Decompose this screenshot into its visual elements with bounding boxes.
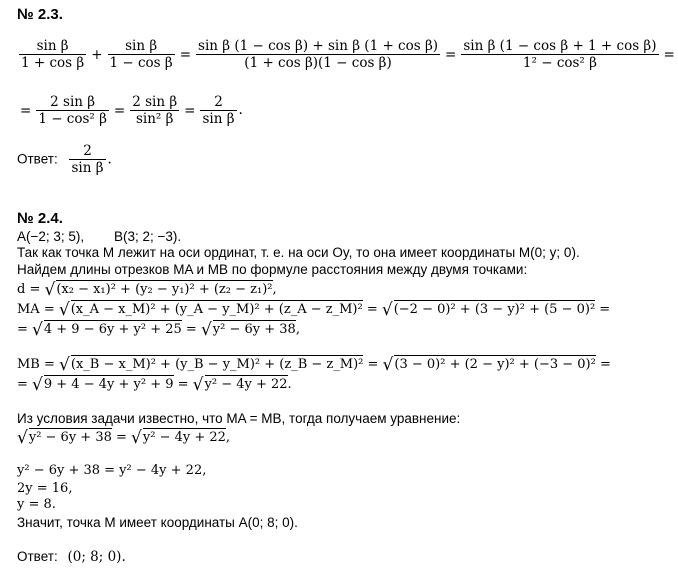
equation-roots: √y² − 6y + 38 = √y² − 4y + 22, xyxy=(17,428,231,448)
fraction: $\frac{\text{2 sin β}}{\text{1 − cos² β}}$ xyxy=(38,94,107,127)
fraction: $\frac{\text{sin β (1 − cos β) + sin β (1 + cos β)}}{\text{(1 + cos β)(1 − cos β)}}$ xyxy=(198,38,439,71)
answer-2-4 xyxy=(17,549,126,565)
mb-line-1: MB = √(x_B − x_M)² + (y_B − y_M)² + (z_B − z_M)² = √(3 − 0)² + (2 − y)² + (−3 − 0)² = xyxy=(17,355,611,375)
distance-formula: d = √(x₂ − x₁)² + (y₂ − y₁)² + (z₂ − z₁)², xyxy=(17,280,277,300)
answer-2-3: Ответ: $\frac{2}{\text{sin β}}$ . xyxy=(17,143,112,176)
answer-value: (0; 8; 0). xyxy=(67,549,126,565)
mb-line-2: = √9 + 4 − 4y + y² + 9 = √y² − 4y + 22. xyxy=(17,375,292,395)
fraction: $\frac{\text{2 sin β}}{\text{sin² β}}$ xyxy=(132,94,178,127)
ma-line-1: MA = √(x_A − x_M)² + (y_A − y_M)² + (z_A − z_M)² = √(−2 − 0)² + (3 − y)² + (5 − 0)² = xyxy=(17,300,611,320)
given-points xyxy=(17,229,181,245)
answer-label: Ответ: xyxy=(17,549,58,564)
solution-step: y = 8. xyxy=(17,497,56,512)
solution-step: y² − 6y + 38 = y² − 4y + 22, xyxy=(17,463,207,478)
fraction: $\frac{\text{sin β (1 − cos β + 1 + cos β)}}{\text{1² − cos² β}}$ xyxy=(463,38,657,71)
text-line: Найдем длины отрезков MA и MB по формуле расстояния между двумя точками: xyxy=(17,262,528,277)
text-line: Значит, точка M имеет координаты A(0; 8; 0). xyxy=(17,515,298,530)
equation-line-2: = $\frac{\text{2 sin β}}{\text{1 − cos² β}}$ = $\frac{\text{2 sin β}}{\text{sin² β}}$ = $\frac{2}{\text{sin β}}$ . xyxy=(20,94,243,127)
fraction: $\frac{\text{sin β}}{\text{1 − cos β}}$ xyxy=(109,38,173,71)
fraction: $\frac{2}{\text{sin β}}$ xyxy=(202,94,235,127)
text-line: Так как точка M лежит на оси ординат, т. е. на оси Oy, то она имеет координаты M(0; y; 0). xyxy=(17,245,580,260)
point-b: B(3; 2; −3). xyxy=(113,229,182,244)
fraction: $\frac{\text{sin β}}{\text{1 + cos β}}$ xyxy=(21,38,85,71)
problem-2-4-title: № 2.4. xyxy=(17,210,63,227)
answer-fraction: $\frac{2}{\text{sin β}}$ xyxy=(71,143,104,176)
problem-2-3-title: № 2.3. xyxy=(17,6,63,23)
text-line: Из условия задачи известно, что MA = MB, тогда получаем уравнение: xyxy=(17,411,461,426)
ma-line-2: = √4 + 9 − 6y + y² + 25 = √y² − 6y + 38, xyxy=(17,320,300,340)
point-a: A(−2; 3; 5), xyxy=(17,229,85,244)
answer-label: Ответ: xyxy=(17,151,58,167)
equation-line-1: $\frac{\text{sin β}}{\text{1 + cos β}}$ + $\frac{\text{sin β}}{\text{1 − cos β}}$ = $\frac{\text{sin β (1 − cos β) + sin β (1 + cos β)}}{\text{(1 + cos β)(1 − cos β)}}$ = $\frac{\text{sin β (1 − cos β + 1 + cos β)}}{\text{1² − cos² β}}$ = xyxy=(21,38,675,71)
solution-step: 2y = 16, xyxy=(17,481,73,496)
